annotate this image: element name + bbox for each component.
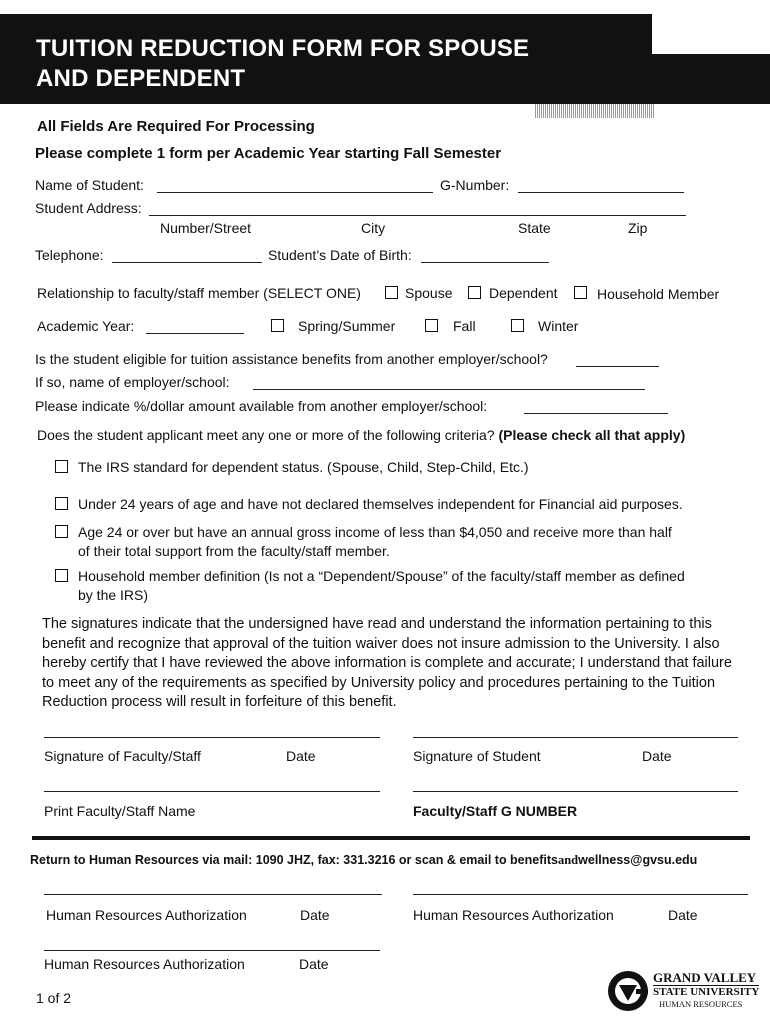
faculty-gnumber-line[interactable] (413, 791, 738, 792)
hr-auth-date-3: Date (299, 956, 329, 972)
dependent-checkbox[interactable] (468, 286, 481, 299)
hr-auth-label-2: Human Resources Authorization (413, 907, 614, 923)
return-text: Return to Human Resources via mail: 1090 JHZ, fax: 331.3216 or scan & email to benefits (30, 853, 558, 867)
address-label: Student Address: (35, 200, 142, 216)
criteria-over24-checkbox[interactable] (55, 525, 68, 538)
logo-line-2: STATE UNIVERSITY (653, 986, 760, 998)
gnumber-field[interactable] (518, 192, 684, 193)
fall-checkbox[interactable] (425, 319, 438, 332)
amount-field[interactable] (524, 413, 668, 414)
page-title (36, 34, 529, 94)
spring-summer-checkbox[interactable] (271, 319, 284, 332)
hr-auth-line-2[interactable] (413, 894, 748, 895)
address-zip: Zip (628, 220, 648, 236)
spring-summer-label: Spring/Summer (298, 318, 396, 334)
print-name-line[interactable] (44, 791, 380, 792)
dob-field[interactable] (421, 262, 549, 263)
hr-auth-label-1: Human Resources Authorization (46, 907, 247, 923)
criteria-under24-label: Under 24 years of age and have not declared themselves independent for Financial aid purposes. (78, 496, 683, 512)
household-member-checkbox[interactable] (574, 286, 587, 299)
return-email: wellness@gvsu.edu (578, 853, 698, 867)
faculty-signature-line[interactable] (44, 737, 380, 738)
required-notice: All Fields Are Required For Processing (37, 118, 315, 135)
spouse-checkbox[interactable] (385, 286, 398, 299)
hr-auth-line-3[interactable] (44, 950, 380, 951)
faculty-gnumber-label: Faculty/Staff G NUMBER (413, 803, 578, 819)
gvsu-logo-icon (606, 969, 650, 1013)
address-number-street: Number/Street (160, 220, 252, 236)
spouse-label: Spouse (405, 285, 453, 301)
page-number: 1 of 2 (36, 990, 72, 1006)
header-banner-extension (652, 54, 770, 104)
return-text-and: and (557, 853, 579, 867)
eligible-question: Is the student eligible for tuition assistance benefits from another employer/school? (35, 351, 548, 367)
academic-year-label: Academic Year: (37, 318, 135, 334)
criteria-over24-label-2: of their total support from the faculty/staff member. (78, 543, 390, 559)
title-line-1: TUITION REDUCTION FORM FOR SPOUSE (36, 35, 530, 62)
print-name-label: Print Faculty/Staff Name (44, 803, 196, 819)
address-city: City (361, 220, 386, 236)
winter-checkbox[interactable] (511, 319, 524, 332)
gvsu-logo (606, 968, 760, 1014)
criteria-under24-checkbox[interactable] (55, 497, 68, 510)
employer-field[interactable] (253, 389, 645, 390)
criteria-question-text: Does the student applicant meet any one or more of the following criteria? (37, 427, 495, 443)
return-instructions (30, 853, 697, 868)
academic-year-field[interactable] (146, 333, 244, 334)
address-field[interactable] (149, 215, 686, 216)
criteria-household-checkbox[interactable] (55, 569, 68, 582)
fall-label: Fall (453, 318, 476, 334)
criteria-household-label-2: by the IRS) (78, 587, 149, 603)
gnumber-label: G-Number: (440, 177, 510, 193)
telephone-field[interactable] (112, 262, 262, 263)
student-signature-label: Signature of Student (413, 748, 541, 764)
household-member-label: Household Member (597, 286, 720, 302)
complete-notice: Please complete 1 form per Academic Year starting Fall Semester (35, 145, 502, 162)
relationship-label: Relationship to faculty/staff member (SELECT ONE) (37, 285, 361, 301)
header-stripe-decoration (535, 104, 655, 118)
criteria-over24-label-1: Age 24 or over but have an annual gross income of less than $4,050 and receive more than half (78, 524, 672, 540)
criteria-question-bold: (Please check all that apply) (498, 427, 686, 443)
name-label: Name of Student: (35, 177, 144, 193)
telephone-label: Telephone: (35, 247, 104, 263)
employer-label: If so, name of employer/school: (35, 374, 230, 390)
dob-label: Student’s Date of Birth: (268, 247, 412, 263)
section-divider (32, 836, 750, 840)
title-line-2: AND DEPENDENT (36, 65, 246, 92)
hr-auth-date-1: Date (300, 907, 330, 923)
address-state: State (518, 220, 551, 236)
amount-label: Please indicate %/dollar amount available from another employer/school: (35, 398, 488, 414)
hr-auth-line-1[interactable] (44, 894, 382, 895)
faculty-signature-date-label: Date (286, 748, 316, 764)
name-field[interactable] (157, 192, 433, 193)
student-signature-date-label: Date (642, 748, 672, 764)
criteria-irs-label: The IRS standard for dependent status. (Spouse, Child, Step-Child, Etc.) (78, 459, 529, 475)
hr-auth-date-2: Date (668, 907, 698, 923)
student-signature-line[interactable] (413, 737, 738, 738)
faculty-signature-label: Signature of Faculty/Staff (44, 748, 201, 764)
criteria-question (37, 427, 685, 443)
criteria-irs-checkbox[interactable] (55, 460, 68, 473)
logo-line-1: GRAND VALLEY (653, 970, 757, 985)
certification-paragraph: The signatures indicate that the undersigned have read and understand the information pertaining to this benefit and recognize that approval of the tuition waiver does not insure admission to the University. I also hereby certify that I have reviewed the above information is complete and accurate; I understand that failure to meet any of the requirements as specified by University policy and procedures pertaining to the Tuition Reduction process will result in forfeiture of this benefit. (42, 616, 732, 710)
winter-label: Winter (538, 318, 579, 334)
criteria-household-label-1: Household member definition (Is not a “Dependent/Spouse” of the faculty/staff member as defined (78, 568, 685, 584)
logo-line-3: HUMAN RESOURCES (659, 999, 743, 1009)
eligible-field[interactable] (576, 366, 659, 367)
hr-auth-label-3: Human Resources Authorization (44, 956, 245, 972)
dependent-label: Dependent (489, 285, 558, 301)
